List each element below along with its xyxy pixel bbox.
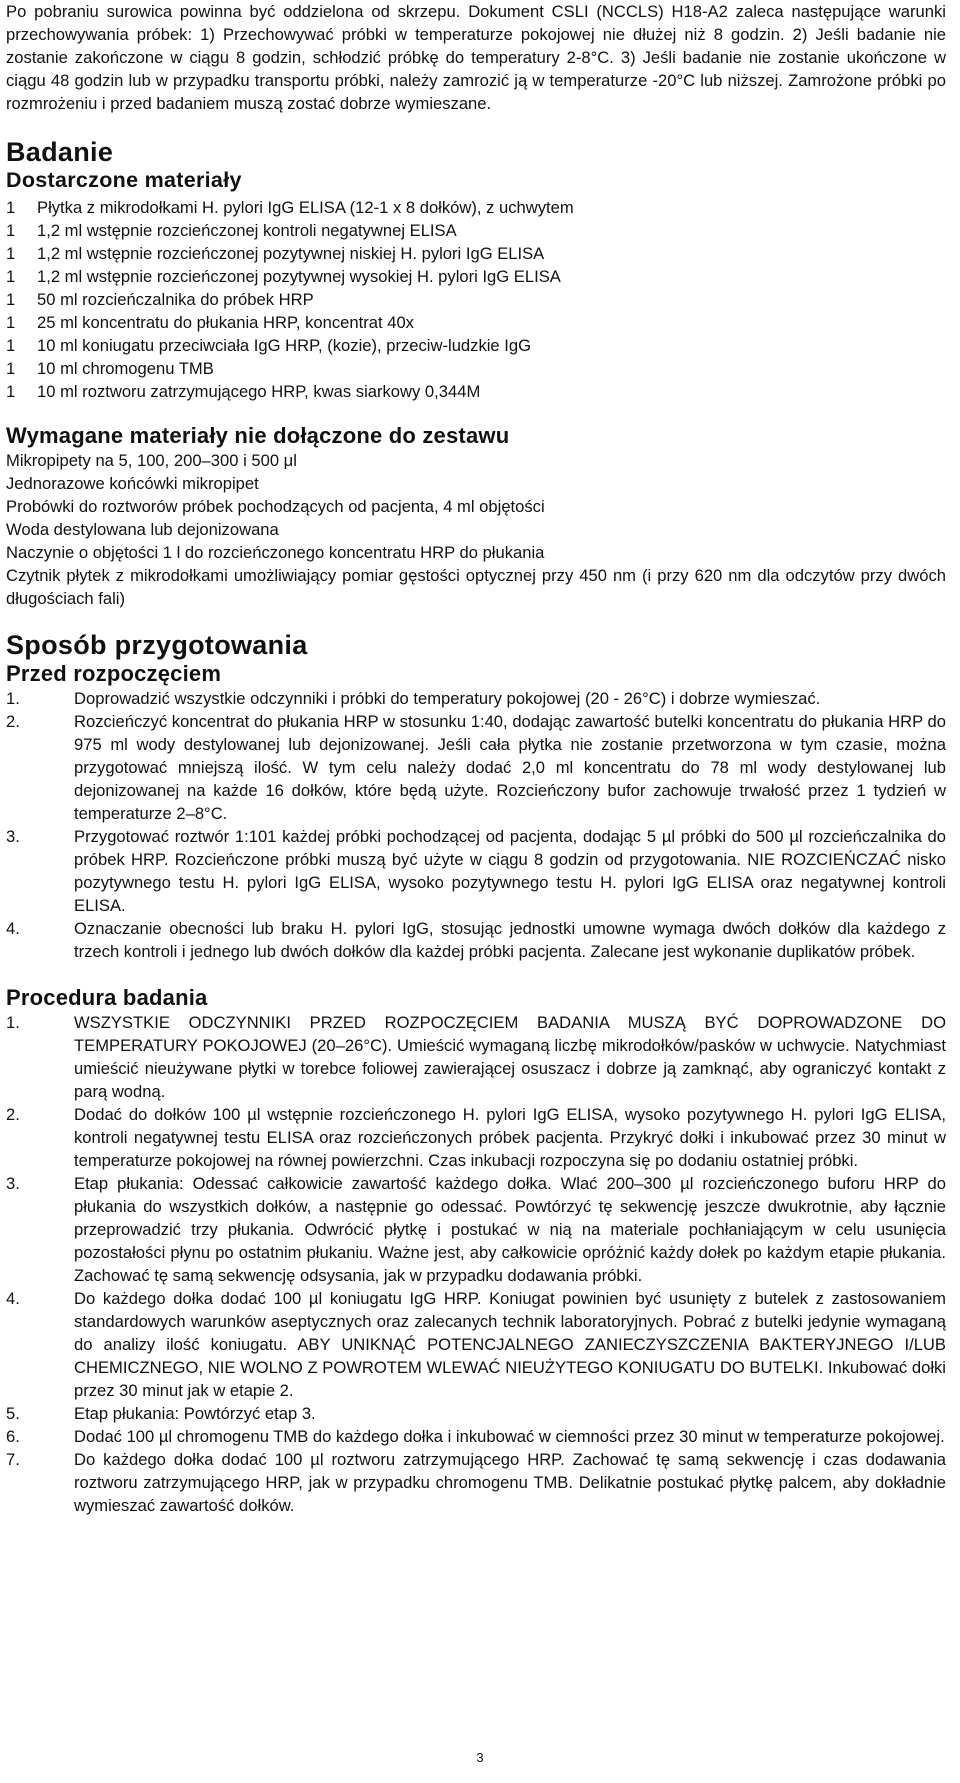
list-item: 1 10 ml koniugatu przeciwciała IgG HRP, (kozie), przeciw-ludzkie IgG [6,336,532,355]
section-title-badanie: Badanie [6,137,114,167]
section-badanie [6,137,946,403]
list-item: 1 10 ml roztworu zatrzymującego HRP, kwas siarkowy 0,344M [6,382,481,401]
materials-list [6,196,946,403]
materials-title: Dostarczone materiały [6,168,242,192]
list-item: Probówki do roztworów próbek pochodzących od pacjenta, 4 ml objętości [6,497,545,516]
prep-title: Sposób przygotowania [6,630,308,660]
prep-subtitle: Przed rozpoczęciem [6,661,222,686]
section-preparation [6,630,946,963]
list-item: 1 1,2 ml wstępnie rozcieńczonej pozytywnej wysokiej H. pylori IgG ELISA [6,267,561,286]
list-item: 1 Płytka z mikrodołkami H. pylori IgG ELISA (12-1 x 8 dołków), z uchwytem [6,198,574,217]
list-item: Czytnik płytek z mikrodołkami umożliwiający pomiar gęstości optycznej przy 450 nm (i przy 620 nm dla odczytów przy dwóch długościach fali) [6,566,946,608]
procedure-title: Procedura badania [6,985,208,1010]
list-item: 3. Etap płukania: Odessać całkowicie zawartość każdego dołka. Wlać 200–300 µl rozcieńczonego buforu HRP do płukania do wszystkich dołków, a następnie go odessać. Powtórzyć tę sekwencję jeszcze dwukrotnie, aby łącznie przeprowadzić trzy płukania. Odwrócić płytkę i postukać w nią na materiale pochłaniającym w celu usunięcia pozostałości płynu po ostatnim płukaniu. Ważne jest, aby całkowicie opróżnić każdy dołek po każdym etapie płukania. Zachować tę samą sekwencję odsysania, jak w przypadku dodawania próbki. [6,1174,946,1285]
list-item: 2. Rozcieńczyć koncentrat do płukania HRP w stosunku 1:40, dodając zawartość butelki koncentratu do płukania HRP do 975 ml wody destylowanej lub dejonizowanej. Jeśli cała płytka nie zostanie przetworzona w tym czasie, można przygotować mniejszą ilość. W tym celu należy dodać 2,0 ml koncentratu do 78 ml wody destylowanej lub dejonizowanej na każde 16 dołków, które będą użyte. Rozcieńczony bufor zachowuje trwałość przez 1 tydzień w temperaturze 2–8°C. [6,712,946,823]
list-item: 6. Dodać 100 µl chromogenu TMB do każdego dołka i inkubować w ciemności przez 30 minut w temperaturze pokojowej. [6,1427,945,1446]
list-item: 1. Doprowadzić wszystkie odczynniki i próbki do temperatury pokojowej (20 - 26°C) i dobrze wymieszać. [6,689,821,708]
list-item: 4. Do każdego dołka dodać 100 µl koniugatu IgG HRP. Koniugat powinien być usunięty z butelek z zastosowaniem standardowych warunków aseptycznych oraz zalecanych technik laboratoryjnych. Pobrać z butelki jedynie wymaganą do analizy ilość koniugatu. ABY UNIKNĄĆ POTENCJALNEGO ZANIECZYSZCZENIA BAKTERYJNEGO I/LUB CHEMICZNEGO, NIE WOLNO Z POWROTEM WLEWAĆ NIEUŻYTEGO KONIUGATU DO BUTELKI. Inkubować dołki przez 30 minut jak w etapie 2. [6,1289,946,1400]
list-item: 4. Oznaczanie obecności lub braku H. pylori IgG, stosując jednostki umowne wymaga dwóch dołków dla każdego z trzech kontroli i jednego lub dwóch dołków dla każdej próbki pacjenta. Zalecane jest wykonanie duplikatów próbek. [6,919,946,961]
procedure-steps [6,1011,946,1517]
list-item: 1 1,2 ml wstępnie rozcieńczonej pozytywnej niskiej H. pylori IgG ELISA [6,244,545,263]
section-procedure [6,985,946,1517]
list-item: 1. WSZYSTKIE ODCZYNNIKI PRZED ROZPOCZĘCIEM BADANIA MUSZĄ BYĆ DOPROWADZONE DO TEMPERATURY POKOJOWEJ (20–26°C). Umieścić wymaganą liczbę mikrodołków/pasków w uchwycie. Natychmiast umieścić nieużywane płytki w torebce foliowej zawierającej osuszacz i dobrze ją zamknąć, aby ograniczyć kontakt z parą wodną. [6,1013,946,1101]
list-item: Mikropipety na 5, 100, 200–300 i 500 μl [6,451,297,470]
section-required-materials [6,423,946,610]
prep-steps [6,687,946,963]
page-number: 3 [476,1750,484,1765]
list-item: 1 25 ml koncentratu do płukania HRP, koncentrat 40x [6,313,414,332]
list-item: 3. Przygotować roztwór 1:101 każdej próbki pochodzącej od pacjenta, dodając 5 µl próbki do 500 µl rozcieńczalnika do próbek HRP. Rozcieńczone próbki muszą być użyte w ciągu 8 godzin od przygotowania. NIE ROZCIEŃCZAĆ nisko pozytywnego testu H. pylori IgG ELISA, wysoko pozytywnego testu H. pylori IgG ELISA oraz negatywnej kontroli ELISA. [6,827,946,915]
intro-paragraph: Po pobraniu surowica powinna być oddzielona od skrzepu. Dokument CSLI (NCCLS) H18-A2 zaleca następujące warunki przechowywania próbek: 1) Przechowywać próbki w temperaturze pokojowej nie dłużej niż 8 godzin. 2) Jeśli badanie nie zostanie zakończone w ciągu 8 godzin, schłodzić próbkę do temperatury 2-8°C. 3) Jeśli badanie nie zostanie ukończone w ciągu 48 godzin lub w przypadku transportu próbki, należy zamrozić ją w temperaturze -20°C lub niższej. Zamrożone próbki po rozmrożeniu i przed badaniem muszą zostać dobrze wymieszane. [6,2,946,113]
list-item: 5. Etap płukania: Powtórzyć etap 3. [6,1404,316,1423]
list-item: 1 10 ml chromogenu TMB [6,359,214,378]
list-item: 1 50 ml rozcieńczalnika do próbek HRP [6,290,314,309]
list-item: 1 1,2 ml wstępnie rozcieńczonej kontroli negatywnej ELISA [6,221,457,240]
required-title: Wymagane materiały nie dołączone do zestawu [6,423,510,448]
list-item: 2. Dodać do dołków 100 µl wstępnie rozcieńczonego H. pylori IgG ELISA, wysoko pozytywnego H. pylori IgG ELISA, kontroli negatywnej testu ELISA oraz rozcieńczonych próbek pacjenta. Przykryć dołki i inkubować przez 30 minut w temperaturze pokojowej na równej powierzchni. Czas inkubacji rozpoczyna się po dodaniu ostatniej próbki. [6,1105,946,1170]
list-item: Woda destylowana lub dejonizowana [6,520,279,539]
list-item: Jednorazowe końcówki mikropipet [6,474,259,493]
list-item: 7. Do każdego dołka dodać 100 µl roztworu zatrzymującego HRP. Zachować tę samą sekwencję i czas dodawania roztworu zatrzymującego HRP, jak w przypadku chromogenu TMB. Delikatnie postukać płytkę palcem, aby dokładnie wymieszać zawartość dołków. [6,1450,946,1515]
list-item: Naczynie o objętości 1 l do rozcieńczonego koncentratu HRP do płukania [6,543,545,562]
